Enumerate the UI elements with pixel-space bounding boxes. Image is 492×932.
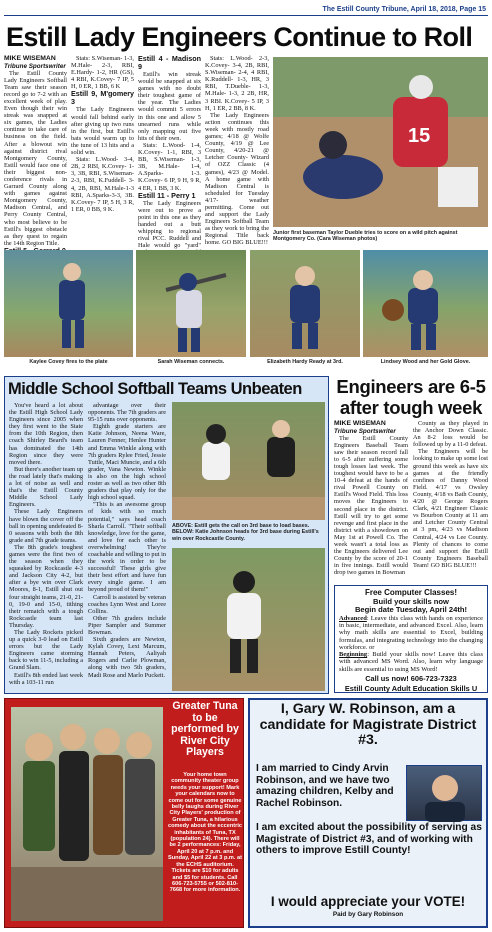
photo-caption-2: Sarah Wiseman connects.: [157, 359, 225, 365]
batter-illustration: [136, 250, 246, 357]
gary-body-1: I am married to Cindy Arvin Robinson, and we have two amazing children, Kelby and Rachel Robinson.: [256, 763, 394, 809]
ad-subtitle: Build your skills now: [373, 596, 449, 606]
paragraph: The Estill County Lady Engineers Softball Team saw their season record go to 7-2 with an excellent week of play. Even though their win streak was snapped at six games, the Ladies continue to take care of business on the field. After a blowout win against district rival Montgomery County, Estill would face one of their biggest non-conference rivals in Garrard County along with games against Montgomery County, Madison Central, and Perry County Central, who most believe to be Estill's biggest obstacle as they quest to regain the 14th Region Title.: [4, 69, 67, 247]
computer-classes-ad: [334, 585, 488, 693]
portrait-illustration: [407, 766, 483, 822]
fielder-illustration: [250, 250, 360, 357]
paragraph: You've heard a lot about the Estill High School Lady Engineers since 2005 when they first went to the State from the 10th Region, then coach Shirley Beard's team has dominated the 14th Region since they were moved there.: [9, 402, 83, 466]
paragraph: Sixth graders are Newton, Kylah Covey, Lexi Marcum, Hannah Peters, Aaliyah Rogers and Carlie Plowman, along with two 5th graders, Madi Rose and Marlo Puckett.: [88, 636, 166, 679]
middle-school-headline: Middle School Softball Teams Unbeaten: [8, 380, 302, 398]
page-header: The Estill County Tribune, April 18, 2018, Page 15: [4, 4, 488, 16]
paragraph: Other 7th graders include Piper Sampler and Summer Bowman.: [88, 614, 166, 636]
byline-name: MIKE WISEMAN: [4, 55, 56, 62]
subhead: Estill 11 - Perry 1: [138, 190, 196, 200]
engineers-headline: Engineers are 6-5 after tough week: [336, 376, 486, 418]
gary-vote: I would appreciate your VOTE!: [270, 894, 466, 909]
paragraph: These Lady Engineers have blown the cover off the ball in opening undefeated 8-0 seasons with both the 8th grade and 7th grade teams.: [9, 508, 83, 544]
ad-beginning: [339, 651, 483, 673]
paragraph: Eighth grade starters are Katie Johnson, Neena Ware, Lauren Fenner, Henlee Hunter and Emma Winkle along with 7th graders Rylee Fried, Jessie Tuttle, Maci Muncie, and a 6th grader, Vana Newton. Winkle is also on the high school roster as well as two other 8th graders that play only for the high school squad.: [88, 423, 166, 502]
ms-photo-bottom: [172, 548, 325, 691]
infielder-illustration: [363, 250, 488, 357]
paragraph: Estill's 8th ended last week with a 103-11 run: [9, 671, 83, 686]
photo-hardy-third: [250, 250, 360, 357]
photo-slide-at-plate: [273, 57, 488, 227]
gary-body-2: I am excited about the possibility of serving as Magistrate of District #3, and of working with others to improve Estill County!: [256, 822, 482, 857]
ad-date-line: Begin date Tuesday, April 24th!: [354, 605, 468, 615]
main-story-col2: [71, 55, 134, 248]
paragraph: advantage over their opponents. The 7th graders are 95-15 runs over opponents.: [88, 402, 166, 424]
eng-col1: [334, 420, 408, 582]
tuna-body: Your home town community theater group needs your support! Mark your calendars now to come out for some genuine belly laughs during River City Players' production of Greater Tuna, a hilarious comedy about the eccentric inhabitants of Tuna, TX (population 24). There will be 2 performances: Friday, April 20 at 7 p.m. and Sunday, April 22 at 3 p.m. at the ECHS auditorium. Tickets are $10 for adults and $5 for students. Call 606-723-5755 or 502-810-7668 for more information.: [168, 772, 242, 894]
subhead: Estill 9, M'gomery 3: [71, 89, 134, 107]
photo-caption-3: Elizabeth Hardy Ready at 3rd.: [267, 359, 343, 365]
gary-title: I, Gary W. Robinson, am a candidate for Magistrate District #3.: [259, 701, 477, 748]
paragraph: The Lady Engineers were out to prove a point in this one as they handed out a butt whipping to regional rival PCC. Ruddell and Hale would go "yard": [138, 199, 201, 250]
cast-illustration: [11, 707, 163, 921]
softball-player-illustration: [273, 57, 488, 227]
main-headline: Estill Lady Engineers Continue to Roll: [6, 22, 473, 52]
ad-title: Free Computer Classes!: [364, 588, 458, 597]
main-story-col3: [138, 55, 201, 248]
subhead: Estill 4 - Madison 9: [138, 54, 201, 71]
svg-text:15: 15: [408, 125, 431, 147]
photo-covey-pitch: [4, 250, 133, 357]
batter-running-illustration: [172, 548, 325, 691]
main-story-col4: [205, 55, 269, 248]
ms-photo-top: [172, 402, 325, 520]
paragraph: The Estill County Engineers Baseball Team saw their season record fall to 6-5 after suffering some tough losses last week. The toughest would have to be a 10-4 defeat at the hands of rival Powell County on Estill's Wood Field. This loss moves the Engineers to second place in the district. Estill will try to get some revenge and first place in the district with a showdown on May 1st at Powell Co. The week wasn't a total loss as the Engineers delivered Lee County by the score of 20-1 in five innings. Estill would drop two games in Bowman: [334, 434, 408, 577]
paragraph: "This is an awesome group of kids with so much potential," says head coach Sharla Carroll. "Their softball knowledge, love for the game, and love for each other is overwhelming! They're coachable and willing to put in the work in order to be successful! These girls give their best effort and have fun every single game. I am beyond proud of them!": [88, 501, 166, 594]
pitcher-illustration: [4, 250, 133, 357]
ad-beginning-label: Beginning: [339, 651, 368, 659]
paragraph: Stats: L.Wood- 2-3, K.Covey- 3-4, 2B, RBI, S.Wiseman- 2-4, 4 RBI, K.Ruddell- 1-3, HR, 3 RBI, T.Dueble- 1-3, M.Hale- 1-3, 2 2B, HR, 3 RBI. K.Covey- 5 IP, 3 H, 1 ER, 2 BB, 8 K.: [205, 55, 269, 112]
photo-wood-glove: [363, 250, 488, 357]
top-photo-caption: Junior first baseman Taylor Dueble tries to score on a wild pitch against Montgomery Co. (Cara Wiseman photos): [273, 230, 458, 243]
byline-title: Tribune Sportswriter: [334, 427, 396, 435]
paragraph: The Lady Engineers would fall behind early after giving up two runs in the first, but Estill's bats would warm up to the tune of 13 hits and a solid win.: [71, 106, 134, 157]
ad-advanced: [339, 615, 483, 651]
photo-caption-4: Lindsey Wood and her Gold Glove.: [380, 359, 471, 365]
byline-name: MIKE WISEMAN: [334, 420, 386, 427]
paragraph: Stats: L.Wood- 3-4, 2B, 2 RBI, K.Covey- 1-3, 3B, RBI, S.Wiseman- 2-3, RBI, K.Fuddell- 3-4, 2B, RBI, M.Hale-1-3 RBI, A.Sparks-3-3, 3B. K.Covey- 7 IP, 5 H, 3 R, 1 ER, 0 BB, 9 K.: [71, 156, 134, 213]
paragraph: The Lady Engineers action continues this week with mostly road games; 4/18 @ Wolfe County, 4/19 @ Lee County, 4/20-21 @ Letcher County- Wizard of OZZ Classic (4 games), 4/23 @ Model. A home game with Madison Central is scheduled for Tuesday 4/17- weather permitting. Come out and support the Lady Engineers Softball Team as they work to bring the Regional Title back home. GO BIG BLUE!!!: [205, 111, 269, 247]
photo-caption-1: Kaylee Covey fires to the plate: [29, 359, 108, 365]
paragraph: But there's another team up the road lately that's making a lot of noise as well and that's the Estill County Middle School Lady Engineers.: [9, 465, 83, 509]
ad-advanced-text: : Leave this class with hands on experience in basic, intermediate, and advanced Excel. Also, learn why math skills are essential to Excel, building formulas, and integrating technology into the changing workforce. or: [339, 614, 483, 651]
paragraph: The Lady Rockets picked up a quick 3-0 lead on Estill errors but the Lady Engineers came storming back to win 11-5, including a Grand Slam.: [9, 629, 83, 672]
paragraph: County as they played in the Anchor Down Classic. An 8-2 loss would be followed up by a 11-0 defeat.: [413, 420, 488, 449]
ad-beginning-text: : Build your skills now! Leave this class with advanced MS Word. Also, learn why language skills are essential to using MS Word!: [339, 651, 483, 673]
runner-illustration: [172, 402, 325, 520]
tuna-cast-photo: [11, 707, 163, 921]
paragraph: Stats: L.Wood- 1-4, K.Covey- 1-1, RBI, 3 BB, S.Wiseman- 1-3, 3B, M.Hale- 1-4, A.Sparks- 1-3. K.Covey- 6 IP, 9 H, 9 R, 4 ER, 1 BB, 3 K.: [138, 141, 201, 192]
ms-col1: [9, 402, 83, 690]
ad-call: Call us now! 606-723-7323: [365, 673, 457, 683]
ms-photo-caption: ABOVE: Estill gets the call on 3rd base to load bases. BELOW: Katie Johnson heads for 3rd base during Estill's win over Rockcastle County.: [172, 523, 319, 542]
paragraph: Carroll is assisted by veteran coaches Lynn West and Loree Collins.: [88, 593, 166, 615]
tuna-title: Greater Tuna to be performed by River City Players: [171, 700, 239, 758]
ms-col2: [88, 402, 166, 690]
paragraph: Stats: S.Wiseman- 1-3, M.Hale- 2-3, RBI, E.Hardy- 1-2, HR (GS), 4 RBI, K.Covey- 7 IP, 5 H, 0 ER, 1 BB, 6 K: [71, 55, 134, 91]
paragraph: The 8th grade's toughest games were the first two of the season when they squeaked by Rockcastle 4-3 and Jackson City 4-2, but after a bye win over Clark Moores, 8-1, Estill shut out four straight teams, 21-0, 21-0, 19-0 and 15-0, tithing their rematch with a tough Rockcastle team last Thursday.: [9, 543, 83, 629]
photo-wiseman-batting: [136, 250, 246, 357]
byline-title: Tribune Sportswriter: [4, 62, 66, 70]
gary-paid-by: Paid by Gary Robinson: [332, 911, 404, 918]
paragraph: Estill's win streak would be snapped at six games with no doubt their toughest game of the year. The Ladies would commit 5 errors in this one and allow 5 unearned runs while only mapping out five hits of their own.: [138, 71, 201, 142]
ad-org: Estill County Adult Education Skills U: [344, 684, 478, 694]
paragraph: The Engineers will be looking to make up some lost ground this week as have six games at the friendly confines of Danny Wood Field. 4/17 vs Owsley County, 4/18 vs Bath County, 4/20 @ George Rogers Clark, 4/21 Engineer Classic vs Bourbon County at 11 am and Letcher County Central at 3 pm, 4/23 vs Madison Central, 4/24 vs Lee County. Plenty of chances to come out and support the Estill County Engineers Baseball Team! GO BIG BLUE!!!: [413, 448, 488, 569]
ad-advanced-label: Advanced: [339, 614, 367, 622]
eng-col2: [413, 420, 488, 582]
gary-portrait: [406, 765, 482, 821]
